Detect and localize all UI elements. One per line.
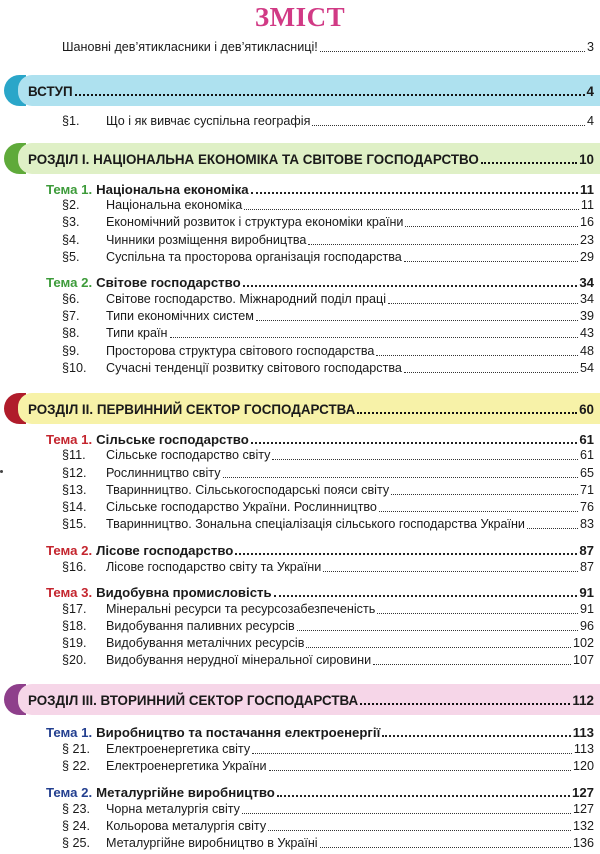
paragraph-number: §13. (62, 483, 87, 497)
paragraph-number: §7. (62, 309, 80, 323)
toc-entry[interactable] (62, 113, 594, 129)
paragraph-number: §16. (62, 560, 87, 574)
topic-heading[interactable] (46, 542, 594, 558)
toc-entry[interactable] (62, 360, 594, 376)
dot-leader (297, 630, 578, 631)
page-number: 91 (579, 585, 594, 600)
section-heading (28, 151, 594, 167)
dot-leader (360, 703, 570, 705)
toc-entry[interactable] (62, 516, 594, 532)
section-heading (28, 401, 594, 417)
entry-title: Електроенергетика України (106, 759, 267, 773)
dot-leader (373, 664, 571, 665)
dot-leader (379, 511, 578, 512)
dot-leader (323, 571, 578, 572)
entry-title: Мінеральні ресурси та ресурсозабезпеченість (106, 602, 376, 616)
paragraph-number: §12. (62, 466, 87, 480)
dot-leader (274, 595, 578, 597)
page-number: 4 (586, 114, 594, 128)
topic-title: Світове господарство (96, 275, 241, 290)
dot-leader (377, 613, 578, 614)
dot-leader (320, 51, 585, 52)
toc-entry[interactable] (62, 197, 594, 213)
entry-title: Типи країн (106, 326, 168, 340)
toc-entry[interactable] (62, 249, 594, 265)
page-number: 87 (579, 543, 594, 558)
page-number: 83 (579, 517, 594, 531)
dot-leader (382, 735, 570, 737)
dot-leader (75, 94, 585, 96)
toc-entry[interactable] (62, 325, 594, 341)
topic-label: Тема 1. (46, 182, 93, 197)
paragraph-number: § 25. (62, 836, 91, 850)
toc-entry-intro[interactable] (62, 39, 594, 55)
dot-leader (404, 261, 578, 262)
page-number: 71 (579, 483, 594, 497)
entry-title: Типи економічних систем (106, 309, 254, 323)
dot-leader (312, 125, 585, 126)
page-title: ЗМІСТ (254, 2, 346, 32)
dot-leader (244, 209, 579, 210)
page-number: 3 (586, 40, 594, 54)
entry-title: Сільське господарство України. Рослинництво (106, 500, 377, 514)
topic-heading[interactable] (46, 584, 594, 600)
dot-leader (242, 813, 571, 814)
toc-entry[interactable] (62, 801, 594, 817)
dot-leader (527, 528, 578, 529)
dot-leader (388, 303, 578, 304)
dot-leader (405, 226, 578, 227)
topic-title: Видобувна промисловість (96, 585, 272, 600)
toc-entry[interactable] (62, 652, 594, 668)
page-number: 127 (571, 785, 594, 800)
paragraph-number: §15. (62, 517, 87, 531)
page-number: 120 (572, 759, 594, 773)
paragraph-number: § 21. (62, 742, 91, 756)
topic-title: Лісове господарство (96, 543, 234, 558)
section-title: ВСТУП (28, 84, 73, 99)
paragraph-number: § 24. (62, 819, 91, 833)
page-number: 132 (572, 819, 594, 833)
topic-label: Тема 1. (46, 432, 93, 447)
paragraph-number: §14. (62, 500, 87, 514)
paragraph-number: §10. (62, 361, 87, 375)
toc-entry[interactable] (62, 741, 594, 757)
paragraph-number: §2. (62, 198, 80, 212)
page-number: 16 (579, 215, 594, 229)
entry-title: Видобування металічних ресурсів (106, 636, 305, 650)
toc-entry[interactable] (62, 835, 594, 851)
topic-heading[interactable] (46, 431, 594, 447)
section-band-r3[interactable] (0, 684, 600, 715)
topic-label: Тема 2. (46, 275, 93, 290)
dot-leader (391, 494, 578, 495)
toc-entry[interactable] (62, 291, 594, 307)
entry-title: Лісове господарство світу та України (106, 560, 322, 574)
page-number: 136 (572, 836, 594, 850)
page-number: 76 (579, 500, 594, 514)
topic-heading[interactable] (46, 724, 594, 740)
toc-entry[interactable] (62, 465, 594, 481)
toc-entry[interactable] (62, 618, 594, 634)
toc-entry[interactable] (62, 758, 594, 774)
entry-title: Тваринництво. Сільськогосподарські пояси світу (106, 483, 390, 497)
paragraph-number: §20. (62, 653, 87, 667)
toc-entry[interactable] (62, 818, 594, 834)
dot-leader (306, 647, 571, 648)
page-number: 39 (579, 309, 594, 323)
page-number: 113 (573, 742, 594, 756)
dot-leader (243, 285, 578, 287)
dot-leader (256, 320, 578, 321)
section-title: РОЗДІЛ І. НАЦІОНАЛЬНА ЕКОНОМІКА ТА СВІТОВЕ ГОСПОДАРСТВО (28, 152, 479, 167)
scan-mark (0, 470, 3, 473)
page-number: 102 (572, 636, 594, 650)
entry-title: Рослинництво світу (106, 466, 221, 480)
entry-title: Що і як вивчає суспільна географія (106, 114, 311, 128)
page-number: 54 (579, 361, 594, 375)
section-heading (28, 83, 594, 99)
paragraph-number: §17. (62, 602, 87, 616)
entry-title: Суспільна та просторова організація господарства (106, 250, 402, 264)
page-number: 113 (572, 725, 594, 740)
page-number: 10 (579, 152, 594, 167)
entry-title: Чорна металургія світу (106, 802, 240, 816)
toc-entry[interactable] (62, 214, 594, 230)
page-number: 61 (579, 448, 594, 462)
page-number: 65 (579, 466, 594, 480)
page-number: 112 (572, 693, 594, 708)
paragraph-number: §4. (62, 233, 80, 247)
paragraph-number: §3. (62, 215, 80, 229)
section-title: РОЗДІЛ ІІ. ПЕРВИННИЙ СЕКТОР ГОСПОДАРСТВА (28, 402, 356, 417)
entry-title: Просторова структура світового господарства (106, 344, 375, 358)
entry-title: Тваринництво. Зональна спеціалізація сільського господарства України (106, 517, 525, 531)
dot-leader (252, 753, 572, 754)
entry-title: Електроенергетика світу (106, 742, 251, 756)
entry-title: Національна економіка (106, 198, 243, 212)
page-number: 87 (579, 560, 594, 574)
entry-title: Чинники розміщення виробництва (106, 233, 307, 247)
paragraph-number: §1. (62, 114, 80, 128)
page-number: 96 (579, 619, 594, 633)
dot-leader (308, 244, 578, 245)
entry-title: Видобування паливних ресурсів (106, 619, 295, 633)
paragraph-number: § 23. (62, 802, 91, 816)
dot-leader (269, 770, 571, 771)
page-number: 91 (579, 602, 594, 616)
dot-leader (251, 192, 578, 194)
paragraph-number: §19. (62, 636, 87, 650)
section-title: РОЗДІЛ ІІІ. ВТОРИННИЙ СЕКТОР ГОСПОДАРСТВА (28, 693, 359, 708)
topic-label: Тема 3. (46, 585, 93, 600)
dot-leader (481, 162, 577, 164)
page-number: 29 (579, 250, 594, 264)
dot-leader (357, 412, 577, 414)
page-number: 48 (579, 344, 594, 358)
toc-entry[interactable] (62, 559, 594, 575)
page-number: 43 (579, 326, 594, 340)
dot-leader (404, 372, 578, 373)
entry-title: Сучасні тенденції розвитку світового господарства (106, 361, 402, 375)
section-band-r1[interactable] (0, 143, 600, 174)
page-number: 127 (572, 802, 594, 816)
topic-heading[interactable] (46, 181, 594, 197)
page-number: 11 (580, 182, 594, 197)
section-heading (28, 692, 594, 708)
dot-leader (320, 847, 571, 848)
page-number: 34 (579, 292, 594, 306)
dot-leader (376, 355, 578, 356)
section-band-vstup[interactable] (0, 75, 600, 106)
page-number: 107 (572, 653, 594, 667)
page-number: 60 (579, 402, 594, 417)
toc-entry[interactable] (62, 482, 594, 498)
page-number: 4 (586, 84, 594, 99)
topic-title: Сільське господарство (96, 432, 249, 447)
toc-entry[interactable] (62, 308, 594, 324)
toc-entry[interactable] (62, 447, 594, 463)
topic-label: Тема 2. (46, 785, 93, 800)
entry-title: Світове господарство. Міжнародний поділ праці (106, 292, 387, 306)
page-number: 61 (579, 432, 594, 447)
section-band-r2[interactable] (0, 393, 600, 424)
paragraph-number: §11. (62, 448, 86, 462)
dot-leader (251, 442, 578, 444)
paragraph-number: §6. (62, 292, 80, 306)
paragraph-number: § 22. (62, 759, 91, 773)
paragraph-number: §9. (62, 344, 80, 358)
toc-entry[interactable] (62, 343, 594, 359)
dot-leader (268, 830, 571, 831)
dot-leader (272, 459, 578, 460)
paragraph-number: §5. (62, 250, 80, 264)
topic-heading[interactable] (46, 274, 594, 290)
topic-heading[interactable] (46, 784, 594, 800)
entry-title: Видобування нерудної мінеральної сировини (106, 653, 372, 667)
toc-entry[interactable] (62, 601, 594, 617)
page-number: 23 (579, 233, 594, 247)
entry-title: Шановні дев’ятикласники і дев’ятикласниці! (62, 40, 318, 54)
entry-title: Металургійне виробництво в Україні (106, 836, 318, 850)
topic-title: Металургійне виробництво (96, 785, 275, 800)
dot-leader (223, 477, 578, 478)
topic-label: Тема 1. (46, 725, 93, 740)
toc-entry[interactable] (62, 232, 594, 248)
toc-entry[interactable] (62, 635, 594, 651)
entry-title: Сільське господарство світу (106, 448, 271, 462)
page-number: 34 (579, 275, 594, 290)
paragraph-number: §18. (62, 619, 87, 633)
topic-title: Виробництво та постачання електроенергії (96, 725, 381, 740)
dot-leader (170, 337, 578, 338)
toc-entry[interactable] (62, 499, 594, 515)
paragraph-number: §8. (62, 326, 80, 340)
page-number: 11 (580, 198, 594, 212)
topic-label: Тема 2. (46, 543, 93, 558)
dot-leader (277, 795, 570, 797)
dot-leader (235, 553, 577, 555)
topic-title: Національна економіка (96, 182, 249, 197)
entry-title: Економічний розвиток і структура економіки країни (106, 215, 404, 229)
entry-title: Кольорова металургія світу (106, 819, 267, 833)
